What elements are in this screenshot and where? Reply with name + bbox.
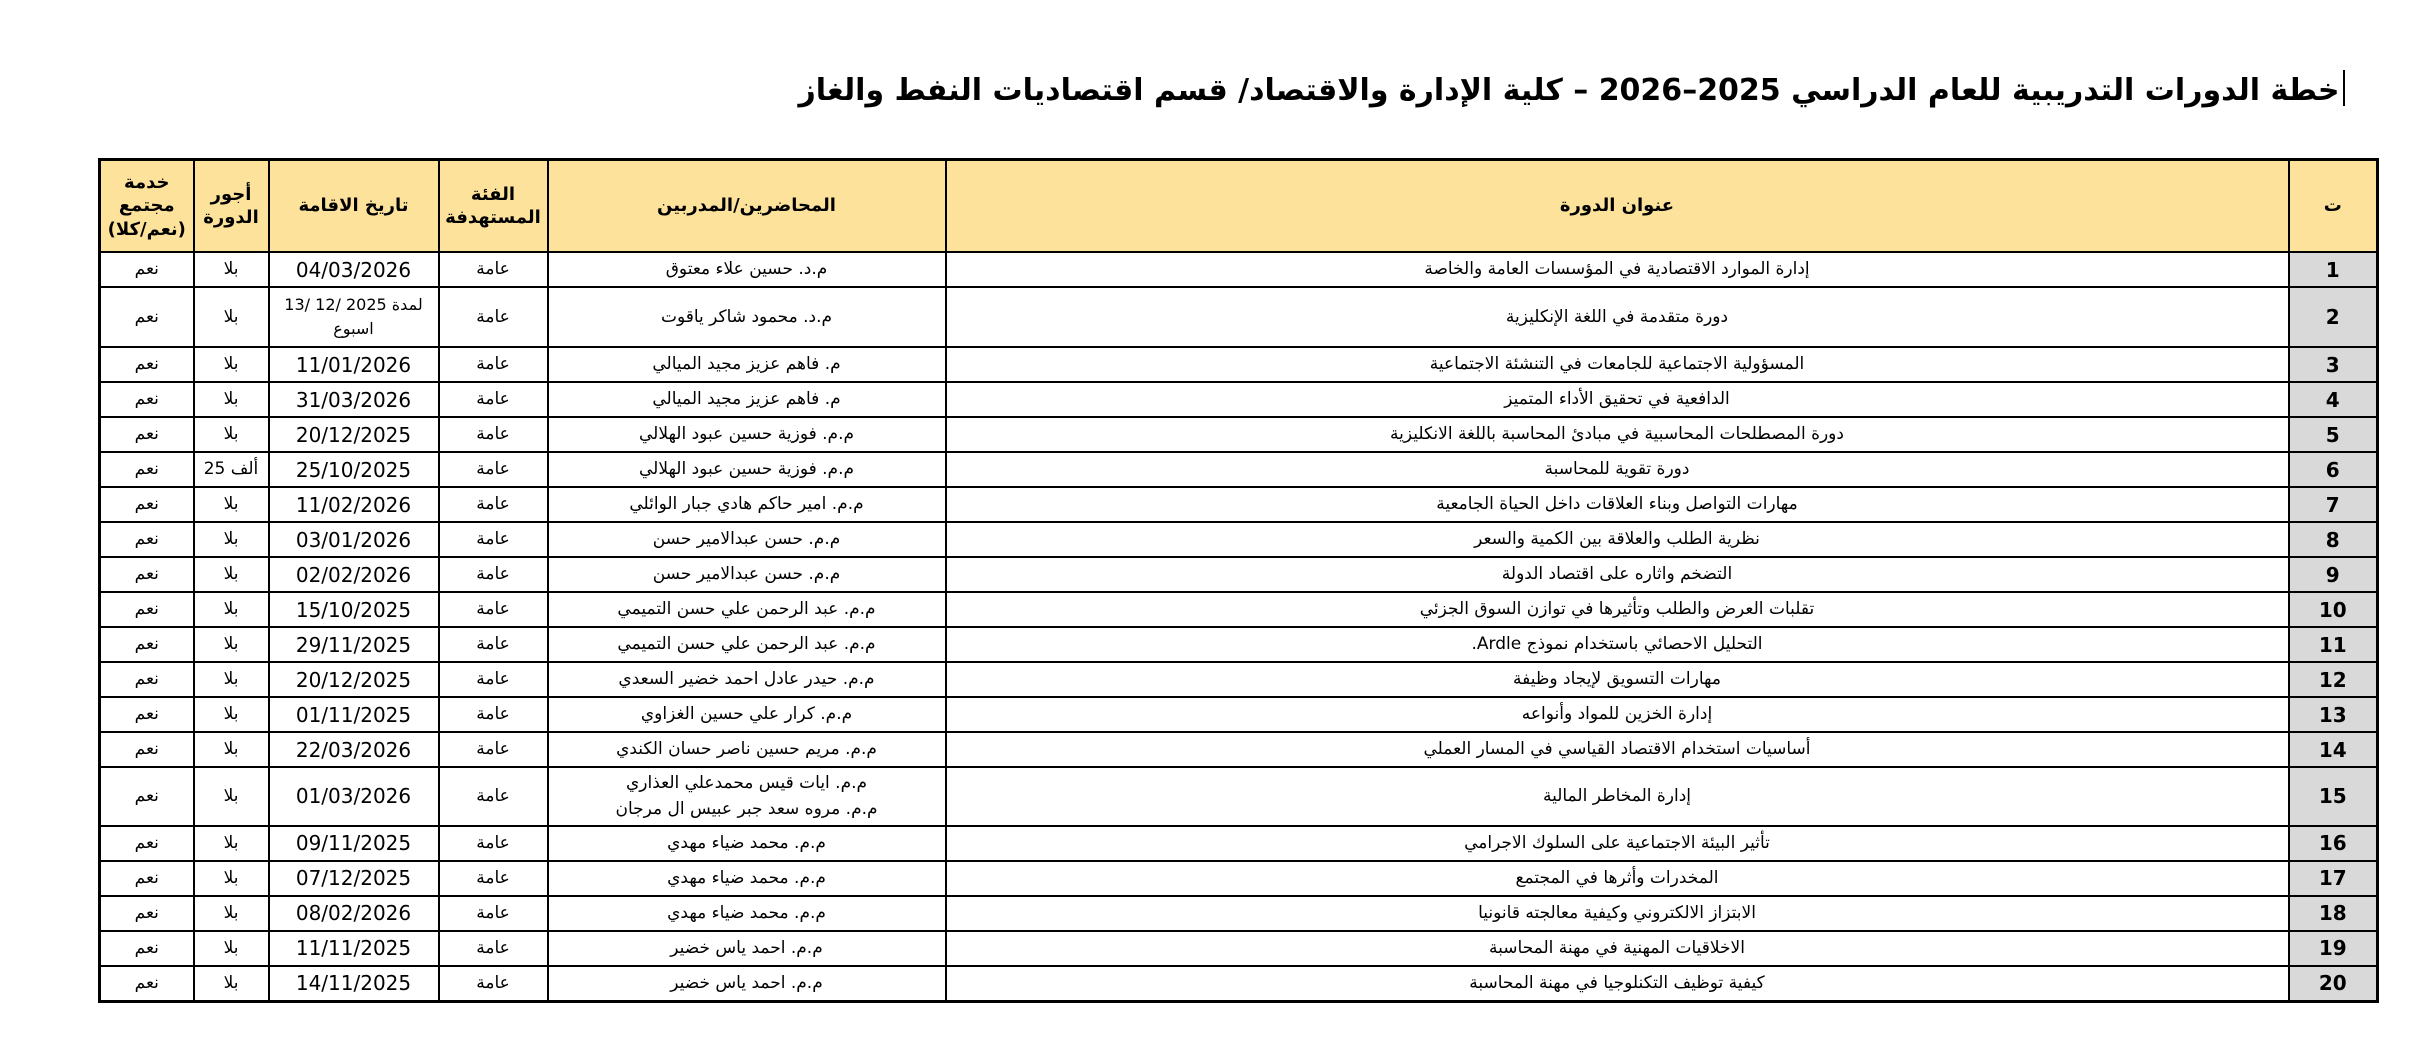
row-number-cell[interactable]: 4 (2289, 382, 2378, 417)
fee-cell[interactable]: بلا (194, 627, 269, 662)
category-cell[interactable]: عامة (439, 287, 548, 347)
lecturers-cell[interactable] (548, 287, 946, 347)
table-row (100, 382, 2378, 417)
fee-cell[interactable]: بلا (194, 522, 269, 557)
lecturers-cell[interactable] (548, 732, 946, 767)
course-title-cell[interactable]: دورة متقدمة في اللغة الإنكليزية (946, 287, 2289, 347)
row-number-cell[interactable]: 10 (2289, 592, 2378, 627)
table-row (100, 662, 2378, 697)
category-cell[interactable]: عامة (439, 592, 548, 627)
category-cell[interactable]: عامة (439, 452, 548, 487)
lecturers-cell[interactable] (548, 697, 946, 732)
lecturers-cell[interactable] (548, 592, 946, 627)
course-title-cell[interactable]: كيفية توظيف التكنلوجيا في مهنة المحاسبة (946, 966, 2289, 1002)
row-number-cell[interactable]: 20 (2289, 966, 2378, 1002)
header-course-title[interactable]: عنوان الدورة (946, 160, 2289, 253)
community-service-cell[interactable]: نعم (100, 417, 194, 452)
date-cell[interactable]: 08/02/2026 (269, 896, 439, 931)
table-row (100, 452, 2378, 487)
lecturer-name[interactable]: م.م. حيدر عادل احمد خضير السعدي (618, 669, 875, 690)
course-title-cell[interactable]: التضخم واثاره على اقتصاد الدولة (946, 557, 2289, 592)
row-number-cell[interactable]: 14 (2289, 732, 2378, 767)
course-title-cell[interactable]: نظرية الطلب والعلاقة بين الكمية والسعر (946, 522, 2289, 557)
row-number-cell[interactable]: 5 (2289, 417, 2378, 452)
table-row (100, 557, 2378, 592)
lecturers-cell[interactable] (548, 522, 946, 557)
fee-cell[interactable]: بلا (194, 931, 269, 966)
lecturer-name[interactable]: م.د. محمود شاكر ياقوت (660, 306, 833, 327)
course-title-cell[interactable]: مهارات التواصل وبناء العلاقات داخل الحياة الجامعية (946, 487, 2289, 522)
lecturers-cell[interactable] (548, 452, 946, 487)
fee-cell[interactable]: بلا (194, 697, 269, 732)
table-row (100, 861, 2378, 896)
page-title[interactable]: خطة الدورات التدريبية للعام الدراسي 2025–2026 – كلية الإدارة والاقتصاد/ قسم اقتصاديات النفط والغاز (798, 73, 2340, 108)
fee-cell[interactable]: 25 ألف (194, 452, 269, 487)
fee-cell[interactable]: بلا (194, 896, 269, 931)
lecturers-cell[interactable] (548, 931, 946, 966)
text-cursor (2343, 70, 2346, 106)
table-row (100, 896, 2378, 931)
header-community-service[interactable]: خدمة مجتمع (نعم/كلا) (100, 160, 194, 253)
row-number-cell[interactable]: 18 (2289, 896, 2378, 931)
fee-cell[interactable]: بلا (194, 252, 269, 287)
date-cell[interactable]: 02/02/2026 (269, 557, 439, 592)
lecturer-name[interactable]: م.م. ايات قيس محمدعلي العذاري (625, 773, 868, 793)
community-service-cell[interactable]: نعم (100, 767, 194, 826)
training-plan-table (98, 158, 2379, 1003)
community-service-cell[interactable]: نعم (100, 382, 194, 417)
table-row (100, 697, 2378, 732)
header-lecturers[interactable]: المحاضرين/المدربين (548, 160, 946, 253)
category-cell[interactable]: عامة (439, 347, 548, 382)
community-service-cell[interactable]: نعم (100, 452, 194, 487)
course-title-cell[interactable]: الاخلاقيات المهنية في مهنة المحاسبة (946, 931, 2289, 966)
row-number-cell[interactable]: 3 (2289, 347, 2378, 382)
category-cell[interactable]: عامة (439, 382, 548, 417)
lecturers-cell[interactable] (548, 767, 946, 826)
fee-cell[interactable]: بلا (194, 347, 269, 382)
date-cell[interactable]: 14/11/2025 (269, 966, 439, 1002)
category-cell[interactable]: عامة (439, 627, 548, 662)
fee-cell[interactable]: بلا (194, 732, 269, 767)
table-row (100, 966, 2378, 1002)
community-service-cell[interactable]: نعم (100, 287, 194, 347)
date-cell[interactable]: 20/12/2025 (269, 417, 439, 452)
lecturers-cell[interactable] (548, 557, 946, 592)
row-number-cell[interactable]: 7 (2289, 487, 2378, 522)
community-service-cell[interactable]: نعم (100, 627, 194, 662)
header-row (100, 160, 2378, 253)
category-cell[interactable]: عامة (439, 826, 548, 861)
community-service-cell[interactable]: نعم (100, 347, 194, 382)
date-cell[interactable]: 11/02/2026 (269, 487, 439, 522)
date-cell[interactable]: 04/03/2026 (269, 252, 439, 287)
date-cell[interactable]: 29/11/2025 (269, 627, 439, 662)
category-cell[interactable]: عامة (439, 662, 548, 697)
table-row (100, 732, 2378, 767)
community-service-cell[interactable]: نعم (100, 697, 194, 732)
table-row (100, 252, 2378, 287)
course-title-cell[interactable]: إدارة المخاطر المالية (946, 767, 2289, 826)
course-title-cell[interactable]: تأثير البيئة الاجتماعية على السلوك الاجرامي (946, 826, 2289, 861)
lecturer-name[interactable]: م.م. عبد الرحمن علي حسن التميمي (617, 634, 876, 655)
lecturer-name[interactable]: م.د. حسين علاء معتوق (665, 259, 828, 280)
row-number-cell[interactable]: 19 (2289, 931, 2378, 966)
lecturers-cell[interactable] (548, 252, 946, 287)
lecturer-name[interactable]: م.م. حسن عبدالامير حسن (652, 564, 841, 585)
table-row (100, 347, 2378, 382)
row-number-cell[interactable]: 6 (2289, 452, 2378, 487)
fee-cell[interactable]: بلا (194, 861, 269, 896)
lecturer-name[interactable]: م.م. كرار علي حسين الغزاوي (640, 704, 853, 725)
table-row (100, 627, 2378, 662)
community-service-cell[interactable]: نعم (100, 931, 194, 966)
community-service-cell[interactable]: نعم (100, 732, 194, 767)
community-service-cell[interactable]: نعم (100, 557, 194, 592)
fee-cell[interactable]: بلا (194, 662, 269, 697)
community-service-cell[interactable]: نعم (100, 896, 194, 931)
category-cell[interactable]: عامة (439, 487, 548, 522)
course-title-cell[interactable]: إدارة الموارد الاقتصادية في المؤسسات العامة والخاصة (946, 252, 2289, 287)
table-row (100, 931, 2378, 966)
table-row (100, 287, 2378, 347)
date-cell[interactable]: 20/12/2025 (269, 662, 439, 697)
table-row (100, 487, 2378, 522)
lecturer-name[interactable]: م.م. فوزية حسين عبود الهلالي (638, 459, 855, 480)
category-cell[interactable]: عامة (439, 767, 548, 826)
date-cell[interactable]: 25/10/2025 (269, 452, 439, 487)
header-date[interactable]: تاريخ الاقامة (269, 160, 439, 253)
table-row (100, 826, 2378, 861)
row-number-cell[interactable]: 9 (2289, 557, 2378, 592)
category-cell[interactable]: عامة (439, 896, 548, 931)
community-service-cell[interactable]: نعم (100, 861, 194, 896)
lecturer-name[interactable]: م.م. احمد ياس خضير (670, 973, 823, 994)
lecturer-name[interactable]: م.م. فوزية حسين عبود الهلالي (638, 424, 855, 445)
course-title-cell[interactable]: تقلبات العرض والطلب وتأثيرها في توازن السوق الجزئي (946, 592, 2289, 627)
lecturer-name[interactable]: م.م. امير حاكم هادي جبار الوائلي (629, 494, 864, 515)
date-cell[interactable]: 09/11/2025 (269, 826, 439, 861)
date-cell[interactable]: 11/11/2025 (269, 931, 439, 966)
fee-cell[interactable]: بلا (194, 767, 269, 826)
date-cell[interactable]: 03/01/2026 (269, 522, 439, 557)
category-cell[interactable]: عامة (439, 861, 548, 896)
course-title-cell[interactable]: دورة المصطلحات المحاسبية في مبادئ المحاسبة باللغة الانكليزية (946, 417, 2289, 452)
course-title-cell[interactable]: التحليل الاحصائي باستخدام نموذج Ardle. (946, 627, 2289, 662)
row-number-cell[interactable]: 2 (2289, 287, 2378, 347)
row-number-cell[interactable]: 11 (2289, 627, 2378, 662)
lecturer-name[interactable]: م.م. محمد ضياء مهدي (667, 833, 826, 854)
community-service-cell[interactable]: نعم (100, 522, 194, 557)
course-title-cell[interactable]: مهارات التسويق لإيجاد وظيفة (946, 662, 2289, 697)
course-title-cell[interactable]: دورة تقوية للمحاسبة (946, 452, 2289, 487)
fee-cell[interactable]: بلا (194, 592, 269, 627)
category-cell[interactable]: عامة (439, 417, 548, 452)
course-title-cell[interactable]: الابتزاز الالكتروني وكيفية معالجته قانونيا (946, 896, 2289, 931)
header-target-category[interactable]: الفئة المستهدفة (439, 160, 548, 253)
community-service-cell[interactable]: نعم (100, 966, 194, 1002)
row-number-cell[interactable]: 13 (2289, 697, 2378, 732)
category-cell[interactable]: عامة (439, 522, 548, 557)
table-row (100, 522, 2378, 557)
lecturer-name[interactable]: م.م. مروه سعد جبر عبيس ال مرجان (615, 799, 878, 820)
community-service-cell[interactable]: نعم (100, 662, 194, 697)
fee-cell[interactable]: بلا (194, 826, 269, 861)
category-cell[interactable]: عامة (439, 557, 548, 592)
lecturer-name[interactable]: م.م. مريم حسين ناصر حسان الكندي (616, 739, 877, 760)
lecturers-cell[interactable] (548, 627, 946, 662)
lecturers-cell[interactable] (548, 826, 946, 861)
community-service-cell[interactable]: نعم (100, 826, 194, 861)
row-number-cell[interactable]: 12 (2289, 662, 2378, 697)
date-cell[interactable]: 11/01/2026 (269, 347, 439, 382)
table-row (100, 417, 2378, 452)
category-cell[interactable]: عامة (439, 966, 548, 1002)
date-cell[interactable]: 07/12/2025 (269, 861, 439, 896)
course-title-cell[interactable]: إدارة الخزين للمواد وأنواعه (946, 697, 2289, 732)
lecturer-name[interactable]: م.م. محمد ضياء مهدي (667, 868, 826, 889)
course-title-cell[interactable]: الدافعية في تحقيق الأداء المتميز (946, 382, 2289, 417)
date-cell[interactable]: 13/ 12/ 2025 لمدة اسبوع (269, 287, 439, 347)
fee-cell[interactable]: بلا (194, 287, 269, 347)
date-cell[interactable]: 01/11/2025 (269, 697, 439, 732)
category-cell[interactable]: عامة (439, 732, 548, 767)
row-number-cell[interactable]: 17 (2289, 861, 2378, 896)
lecturers-cell[interactable] (548, 487, 946, 522)
row-number-cell[interactable]: 8 (2289, 522, 2378, 557)
date-cell[interactable]: 01/03/2026 (269, 767, 439, 826)
header-serial[interactable]: ت (2289, 160, 2378, 253)
lecturers-cell[interactable] (548, 861, 946, 896)
category-cell[interactable]: عامة (439, 697, 548, 732)
fee-cell[interactable]: بلا (194, 966, 269, 1002)
date-cell[interactable]: 15/10/2025 (269, 592, 439, 627)
lecturer-name[interactable]: م.م. احمد ياس خضير (670, 938, 823, 959)
document-title-row (98, 0, 2376, 108)
community-service-cell[interactable]: نعم (100, 592, 194, 627)
date-cell[interactable]: 22/03/2026 (269, 732, 439, 767)
fee-cell[interactable]: بلا (194, 382, 269, 417)
fee-cell[interactable]: بلا (194, 417, 269, 452)
lecturer-name[interactable]: م.م. محمد ضياء مهدي (667, 903, 826, 924)
row-number-cell[interactable]: 1 (2289, 252, 2378, 287)
fee-cell[interactable]: بلا (194, 487, 269, 522)
lecturer-name[interactable]: م. فاهم عزيز مجيد الميالي (652, 354, 841, 375)
lecturer-name[interactable]: م.م. حسن عبدالامير حسن (652, 529, 841, 550)
date-cell[interactable]: 31/03/2026 (269, 382, 439, 417)
table-row (100, 592, 2378, 627)
lecturers-cell[interactable] (548, 966, 946, 1002)
lecturers-cell[interactable] (548, 896, 946, 931)
category-cell[interactable]: عامة (439, 931, 548, 966)
community-service-cell[interactable]: نعم (100, 252, 194, 287)
category-cell[interactable]: عامة (439, 252, 548, 287)
header-fee[interactable]: أجور الدورة (194, 160, 269, 253)
row-number-cell[interactable]: 15 (2289, 767, 2378, 826)
lecturers-cell[interactable] (548, 662, 946, 697)
table-row (100, 767, 2378, 826)
lecturer-name[interactable]: م.م. عبد الرحمن علي حسن التميمي (617, 599, 876, 620)
community-service-cell[interactable]: نعم (100, 487, 194, 522)
lecturers-cell[interactable] (548, 347, 946, 382)
course-title-cell[interactable]: المسؤولية الاجتماعية للجامعات في التنشئة الاجتماعية (946, 347, 2289, 382)
lecturers-cell[interactable] (548, 417, 946, 452)
fee-cell[interactable]: بلا (194, 557, 269, 592)
row-number-cell[interactable]: 16 (2289, 826, 2378, 861)
lecturer-name[interactable]: م. فاهم عزيز مجيد الميالي (652, 389, 841, 410)
course-title-cell[interactable]: المخدرات وأثرها في المجتمع (946, 861, 2289, 896)
lecturers-cell[interactable] (548, 382, 946, 417)
course-title-cell[interactable]: أساسيات استخدام الاقتصاد القياسي في المسار العملي (946, 732, 2289, 767)
